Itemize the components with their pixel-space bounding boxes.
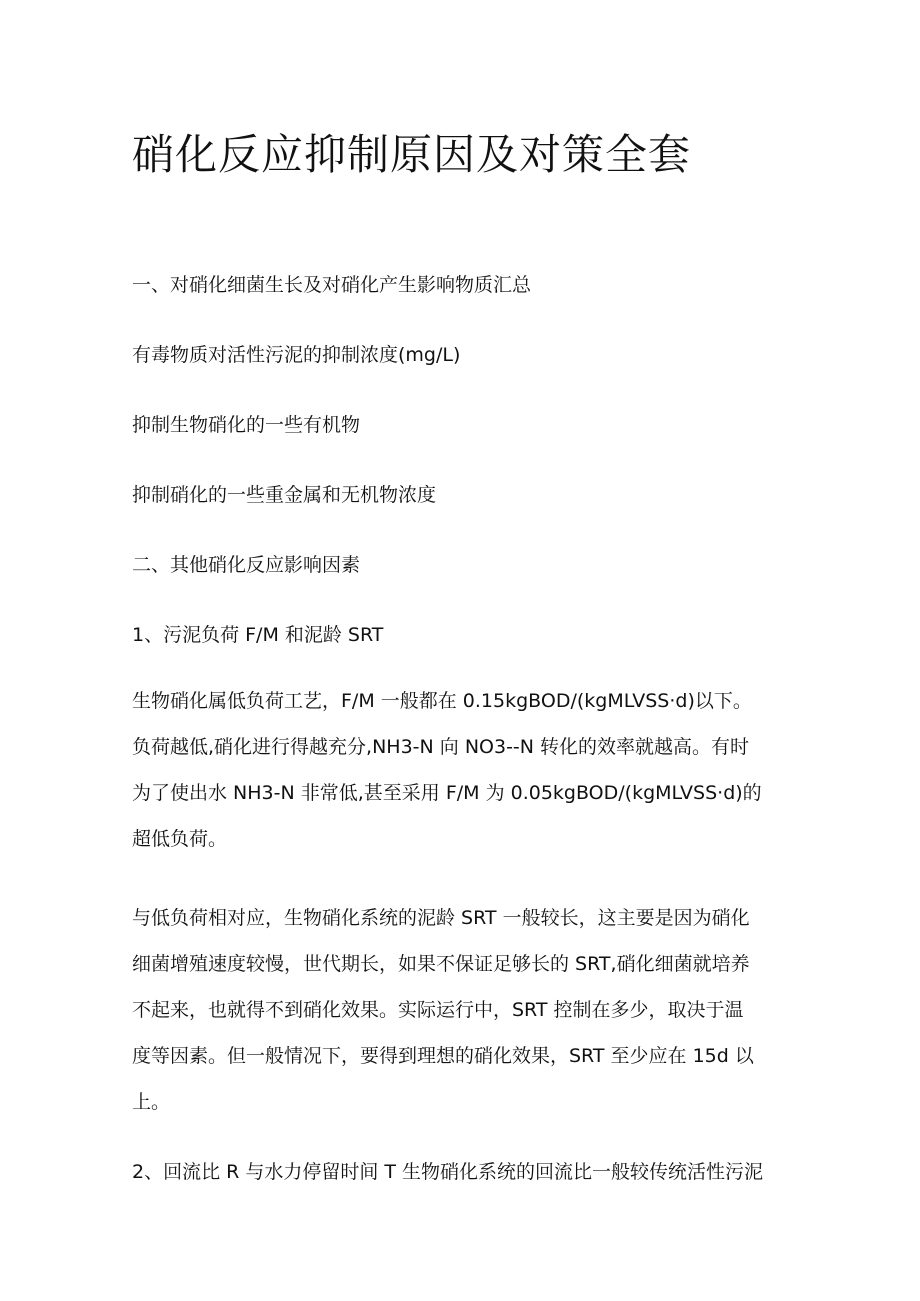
paragraph-line: 超低负荷。 [132, 828, 228, 850]
paragraph-line: 生物硝化属低负荷工艺，F/M 一般都在 0.15kgBOD/(kgMLVSS·d)以下。 [132, 690, 752, 712]
paragraph-line: 为了使出水 NH3-N 非常低,甚至采用 F/M 为 0.05kgBOD/(kgMLVSS·d)的 [132, 782, 762, 804]
paragraph-srt [132, 895, 792, 1125]
toxic-substances-line: 有毒物质对活性污泥的抑制浓度(mg/L) [132, 344, 461, 366]
paragraph-line: 上。 [132, 1091, 171, 1113]
paragraph-load [132, 678, 792, 862]
organic-inhibitors-line: 抑制生物硝化的一些有机物 [132, 414, 361, 436]
paragraph-line: 度等因素。但一般情况下，要得到理想的硝化效果，SRT 至少应在 15d 以 [132, 1045, 754, 1067]
section-heading-2: 二、其他硝化反应影响因素 [132, 554, 361, 576]
paragraph-line: 细菌增殖速度较慢，世代期长，如果不保证足够长的 SRT,硝化细菌就培养 [132, 953, 750, 975]
paragraph-line: 负荷越低,硝化进行得越充分,NH3-N 向 NO3--N 转化的效率就越高。有时 [132, 736, 750, 758]
paragraph-line: 与低负荷相对应，生物硝化系统的泥龄 SRT 一般较长，这主要是因为硝化 [132, 907, 750, 929]
section-heading-1: 一、对硝化细菌生长及对硝化产生影响物质汇总 [132, 274, 532, 296]
document-title: 硝化反应抑制原因及对策全套 [132, 130, 692, 179]
subsection-heading-2: 2、回流比 R 与水力停留时间 T 生物硝化系统的回流比一般较传统活性污泥 [132, 1161, 764, 1183]
metal-inhibitors-line: 抑制硝化的一些重金属和无机物浓度 [132, 484, 437, 506]
subsection-heading-1: 1、污泥负荷 F/M 和泥龄 SRT [132, 624, 384, 646]
paragraph-line: 不起来，也就得不到硝化效果。实际运行中，SRT 控制在多少，取决于温 [132, 999, 744, 1021]
